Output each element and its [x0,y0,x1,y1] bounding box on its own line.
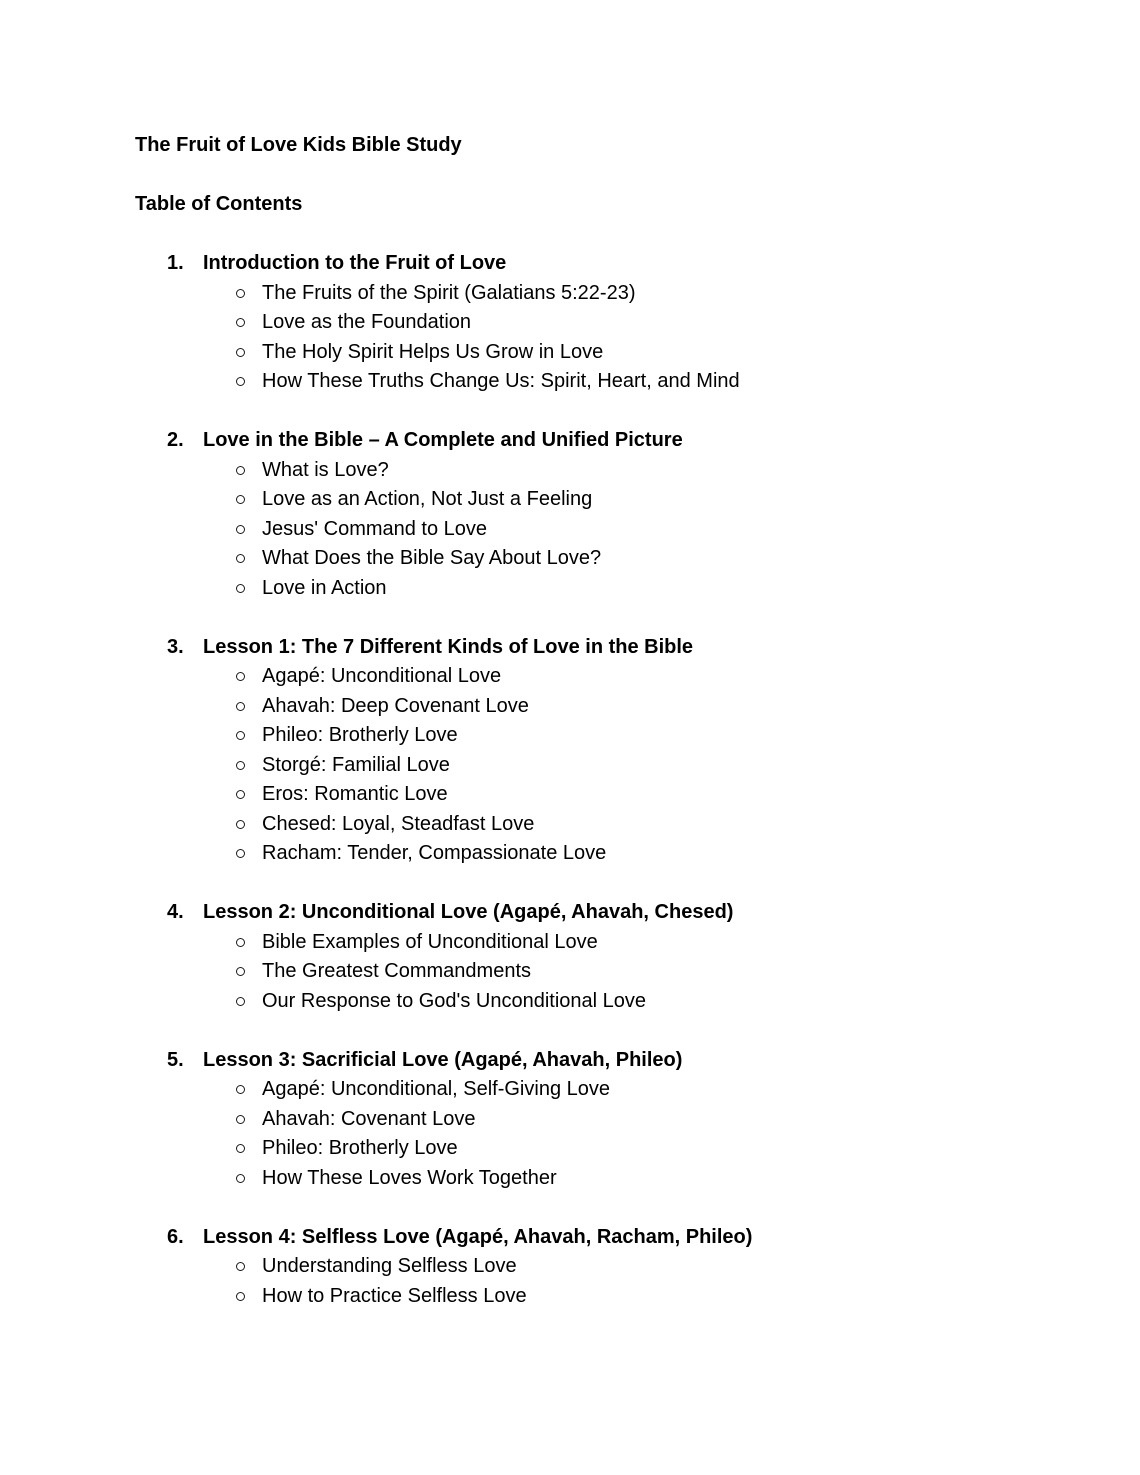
circle-bullet-icon [236,554,245,563]
section-heading [135,426,1080,456]
toc-item [135,751,1080,781]
toc-item-label: Ahavah: Deep Covenant Love [262,694,529,717]
toc-item-label: How These Loves Work Together [262,1166,557,1189]
toc-item [135,662,1080,692]
toc-item-label: The Greatest Commandments [262,960,531,982]
toc-item-list [135,1252,1080,1311]
section-heading [135,633,1080,663]
toc-item-label: Love in Action [262,576,387,599]
circle-bullet-icon [236,1144,245,1153]
toc-section-3 [135,633,1080,869]
toc-item [135,1075,1080,1105]
toc-item-label: Phileo: Brotherly Love [262,1137,458,1159]
section-heading [135,1223,1080,1253]
section-heading [135,249,1080,279]
toc-item [135,485,1080,515]
toc-item-label: The Fruits of the Spirit (Galatians 5:22-23) [262,281,636,304]
toc-item [135,515,1080,545]
section-number: 4. [167,901,184,923]
toc-section-1 [135,249,1080,397]
toc-item-label: Jesus' Command to Love [262,517,488,540]
circle-bullet-icon [236,731,245,740]
toc-item-label: What Does the Bible Say About Love? [262,547,602,569]
toc-heading: Table of Contents [135,193,303,215]
toc-item-label: Chesed: Loyal, Steadfast Love [262,812,535,835]
circle-bullet-icon [236,525,245,534]
toc-section-5 [135,1046,1080,1194]
toc-item-label: Love as an Action, Not Just a Feeling [262,488,593,510]
toc-item-list [135,928,1080,1017]
toc-item [135,1105,1080,1135]
toc-item-label: How These Truths Change Us: Spirit, Heart, and Mind [262,370,740,392]
toc-item-list [135,456,1080,604]
toc-item-label: What is Love? [262,458,389,481]
toc-item [135,279,1080,309]
section-number: 6. [167,1225,184,1248]
toc-item [135,1164,1080,1194]
toc-item [135,456,1080,486]
circle-bullet-icon [236,495,245,504]
toc-item-label: Love as the Foundation [262,311,472,333]
section-number: 2. [167,429,184,451]
toc-item [135,1282,1080,1312]
toc-item-label: Understanding Selfless Love [262,1255,517,1277]
circle-bullet-icon [236,1115,245,1124]
circle-bullet-icon [236,1174,245,1183]
section-heading-label: Lesson 1: The 7 Different Kinds of Love in the Bible [203,635,694,658]
circle-bullet-icon [236,377,245,386]
circle-bullet-icon [236,938,245,947]
toc-item [135,308,1080,338]
toc-item-label: Phileo: Brotherly Love [262,724,458,746]
section-number: 5. [167,1048,184,1071]
section-heading-label: Lesson 3: Sacrificial Love (Agapé, Ahavah, Phileo) [203,1048,683,1071]
circle-bullet-icon [236,672,245,681]
toc-item [135,574,1080,604]
circle-bullet-icon [236,761,245,770]
toc-item [135,957,1080,987]
toc-item-label: Our Response to God's Unconditional Love [262,989,647,1012]
toc-item [135,1252,1080,1282]
toc-item [135,544,1080,574]
toc-item-label: Ahavah: Covenant Love [262,1107,476,1130]
toc-item [135,721,1080,751]
section-heading-label: Introduction to the Fruit of Love [203,252,507,274]
toc-item [135,367,1080,397]
toc-item [135,839,1080,869]
toc-item-list [135,662,1080,869]
document-title: The Fruit of Love Kids Bible Study [135,134,462,156]
toc-item-label: Bible Examples of Unconditional Love [262,930,598,953]
toc-item-label: How to Practice Selfless Love [262,1284,527,1307]
circle-bullet-icon [236,318,245,327]
toc-section-2 [135,426,1080,603]
toc-item-label: Agapé: Unconditional, Self-Giving Love [262,1078,610,1100]
toc-item [135,780,1080,810]
toc-item [135,987,1080,1017]
circle-bullet-icon [236,1292,245,1301]
toc-section-4 [135,898,1080,1016]
toc-item [135,810,1080,840]
toc-item-label: Storgé: Familial Love [262,753,450,776]
circle-bullet-icon [236,702,245,711]
toc-item [135,338,1080,368]
toc-item-label: The Holy Spirit Helps Us Grow in Love [262,340,604,363]
circle-bullet-icon [236,820,245,829]
circle-bullet-icon [236,967,245,976]
toc-item-list [135,1075,1080,1193]
circle-bullet-icon [236,1085,245,1094]
circle-bullet-icon [236,790,245,799]
toc-item [135,928,1080,958]
toc-item [135,1134,1080,1164]
section-number: 3. [167,635,184,658]
circle-bullet-icon [236,1262,245,1271]
section-heading-label: Lesson 4: Selfless Love (Agapé, Ahavah, Racham, Phileo) [203,1225,753,1248]
circle-bullet-icon [236,997,245,1006]
circle-bullet-icon [236,584,245,593]
section-heading-label: Love in the Bible – A Complete and Unified Picture [203,429,683,451]
circle-bullet-icon [236,348,245,357]
section-number: 1. [167,252,184,274]
toc-item-label: Agapé: Unconditional Love [262,665,502,687]
section-heading [135,1046,1080,1076]
toc-item [135,692,1080,722]
toc-item-list [135,279,1080,397]
circle-bullet-icon [236,849,245,858]
circle-bullet-icon [236,466,245,475]
toc-item-label: Racham: Tender, Compassionate Love [262,842,607,864]
section-heading [135,898,1080,928]
toc-section-6 [135,1223,1080,1312]
section-heading-label: Lesson 2: Unconditional Love (Agapé, Ahavah, Chesed) [203,901,734,923]
circle-bullet-icon [236,289,245,298]
toc-item-label: Eros: Romantic Love [262,783,448,805]
